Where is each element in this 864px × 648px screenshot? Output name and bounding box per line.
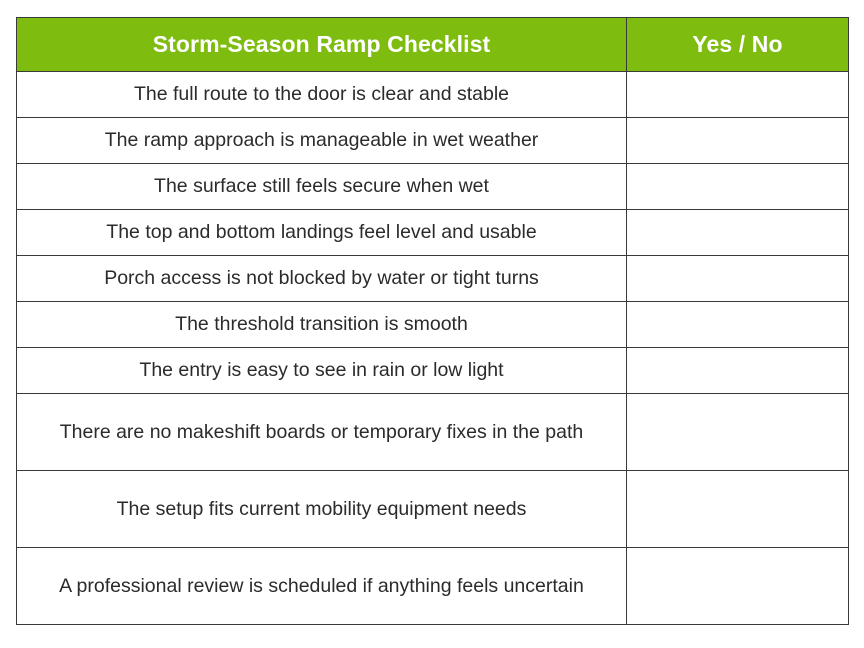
checklist-title-header: Storm-Season Ramp Checklist bbox=[17, 18, 627, 72]
answer-cell[interactable] bbox=[627, 72, 849, 118]
table-row bbox=[17, 302, 849, 348]
table-row bbox=[17, 394, 849, 471]
checklist-table bbox=[16, 17, 849, 625]
answer-cell[interactable] bbox=[627, 548, 849, 625]
checklist-item-cell: There are no makeshift boards or temporary fixes in the path bbox=[17, 394, 627, 471]
answer-cell[interactable] bbox=[627, 164, 849, 210]
answer-cell[interactable] bbox=[627, 302, 849, 348]
checklist-item-cell: Porch access is not blocked by water or tight turns bbox=[17, 256, 627, 302]
checklist-item-cell: The setup fits current mobility equipment needs bbox=[17, 471, 627, 548]
table-row bbox=[17, 118, 849, 164]
table-row bbox=[17, 164, 849, 210]
checklist-item-cell: The top and bottom landings feel level and usable bbox=[17, 210, 627, 256]
yes-no-header: Yes / No bbox=[627, 18, 849, 72]
table-row bbox=[17, 548, 849, 625]
table-row bbox=[17, 348, 849, 394]
answer-cell[interactable] bbox=[627, 471, 849, 548]
table-row bbox=[17, 471, 849, 548]
table-row bbox=[17, 256, 849, 302]
answer-cell[interactable] bbox=[627, 394, 849, 471]
header-row bbox=[17, 18, 849, 72]
checklist-item-cell: A professional review is scheduled if anything feels uncertain bbox=[17, 548, 627, 625]
table-row bbox=[17, 72, 849, 118]
answer-cell[interactable] bbox=[627, 348, 849, 394]
checklist-item-cell: The surface still feels secure when wet bbox=[17, 164, 627, 210]
answer-cell[interactable] bbox=[627, 210, 849, 256]
checklist-item-cell: The ramp approach is manageable in wet weather bbox=[17, 118, 627, 164]
answer-cell[interactable] bbox=[627, 118, 849, 164]
checklist-item-cell: The threshold transition is smooth bbox=[17, 302, 627, 348]
checklist-item-cell: The full route to the door is clear and stable bbox=[17, 72, 627, 118]
answer-cell[interactable] bbox=[627, 256, 849, 302]
checklist-item-cell: The entry is easy to see in rain or low light bbox=[17, 348, 627, 394]
table-row bbox=[17, 210, 849, 256]
